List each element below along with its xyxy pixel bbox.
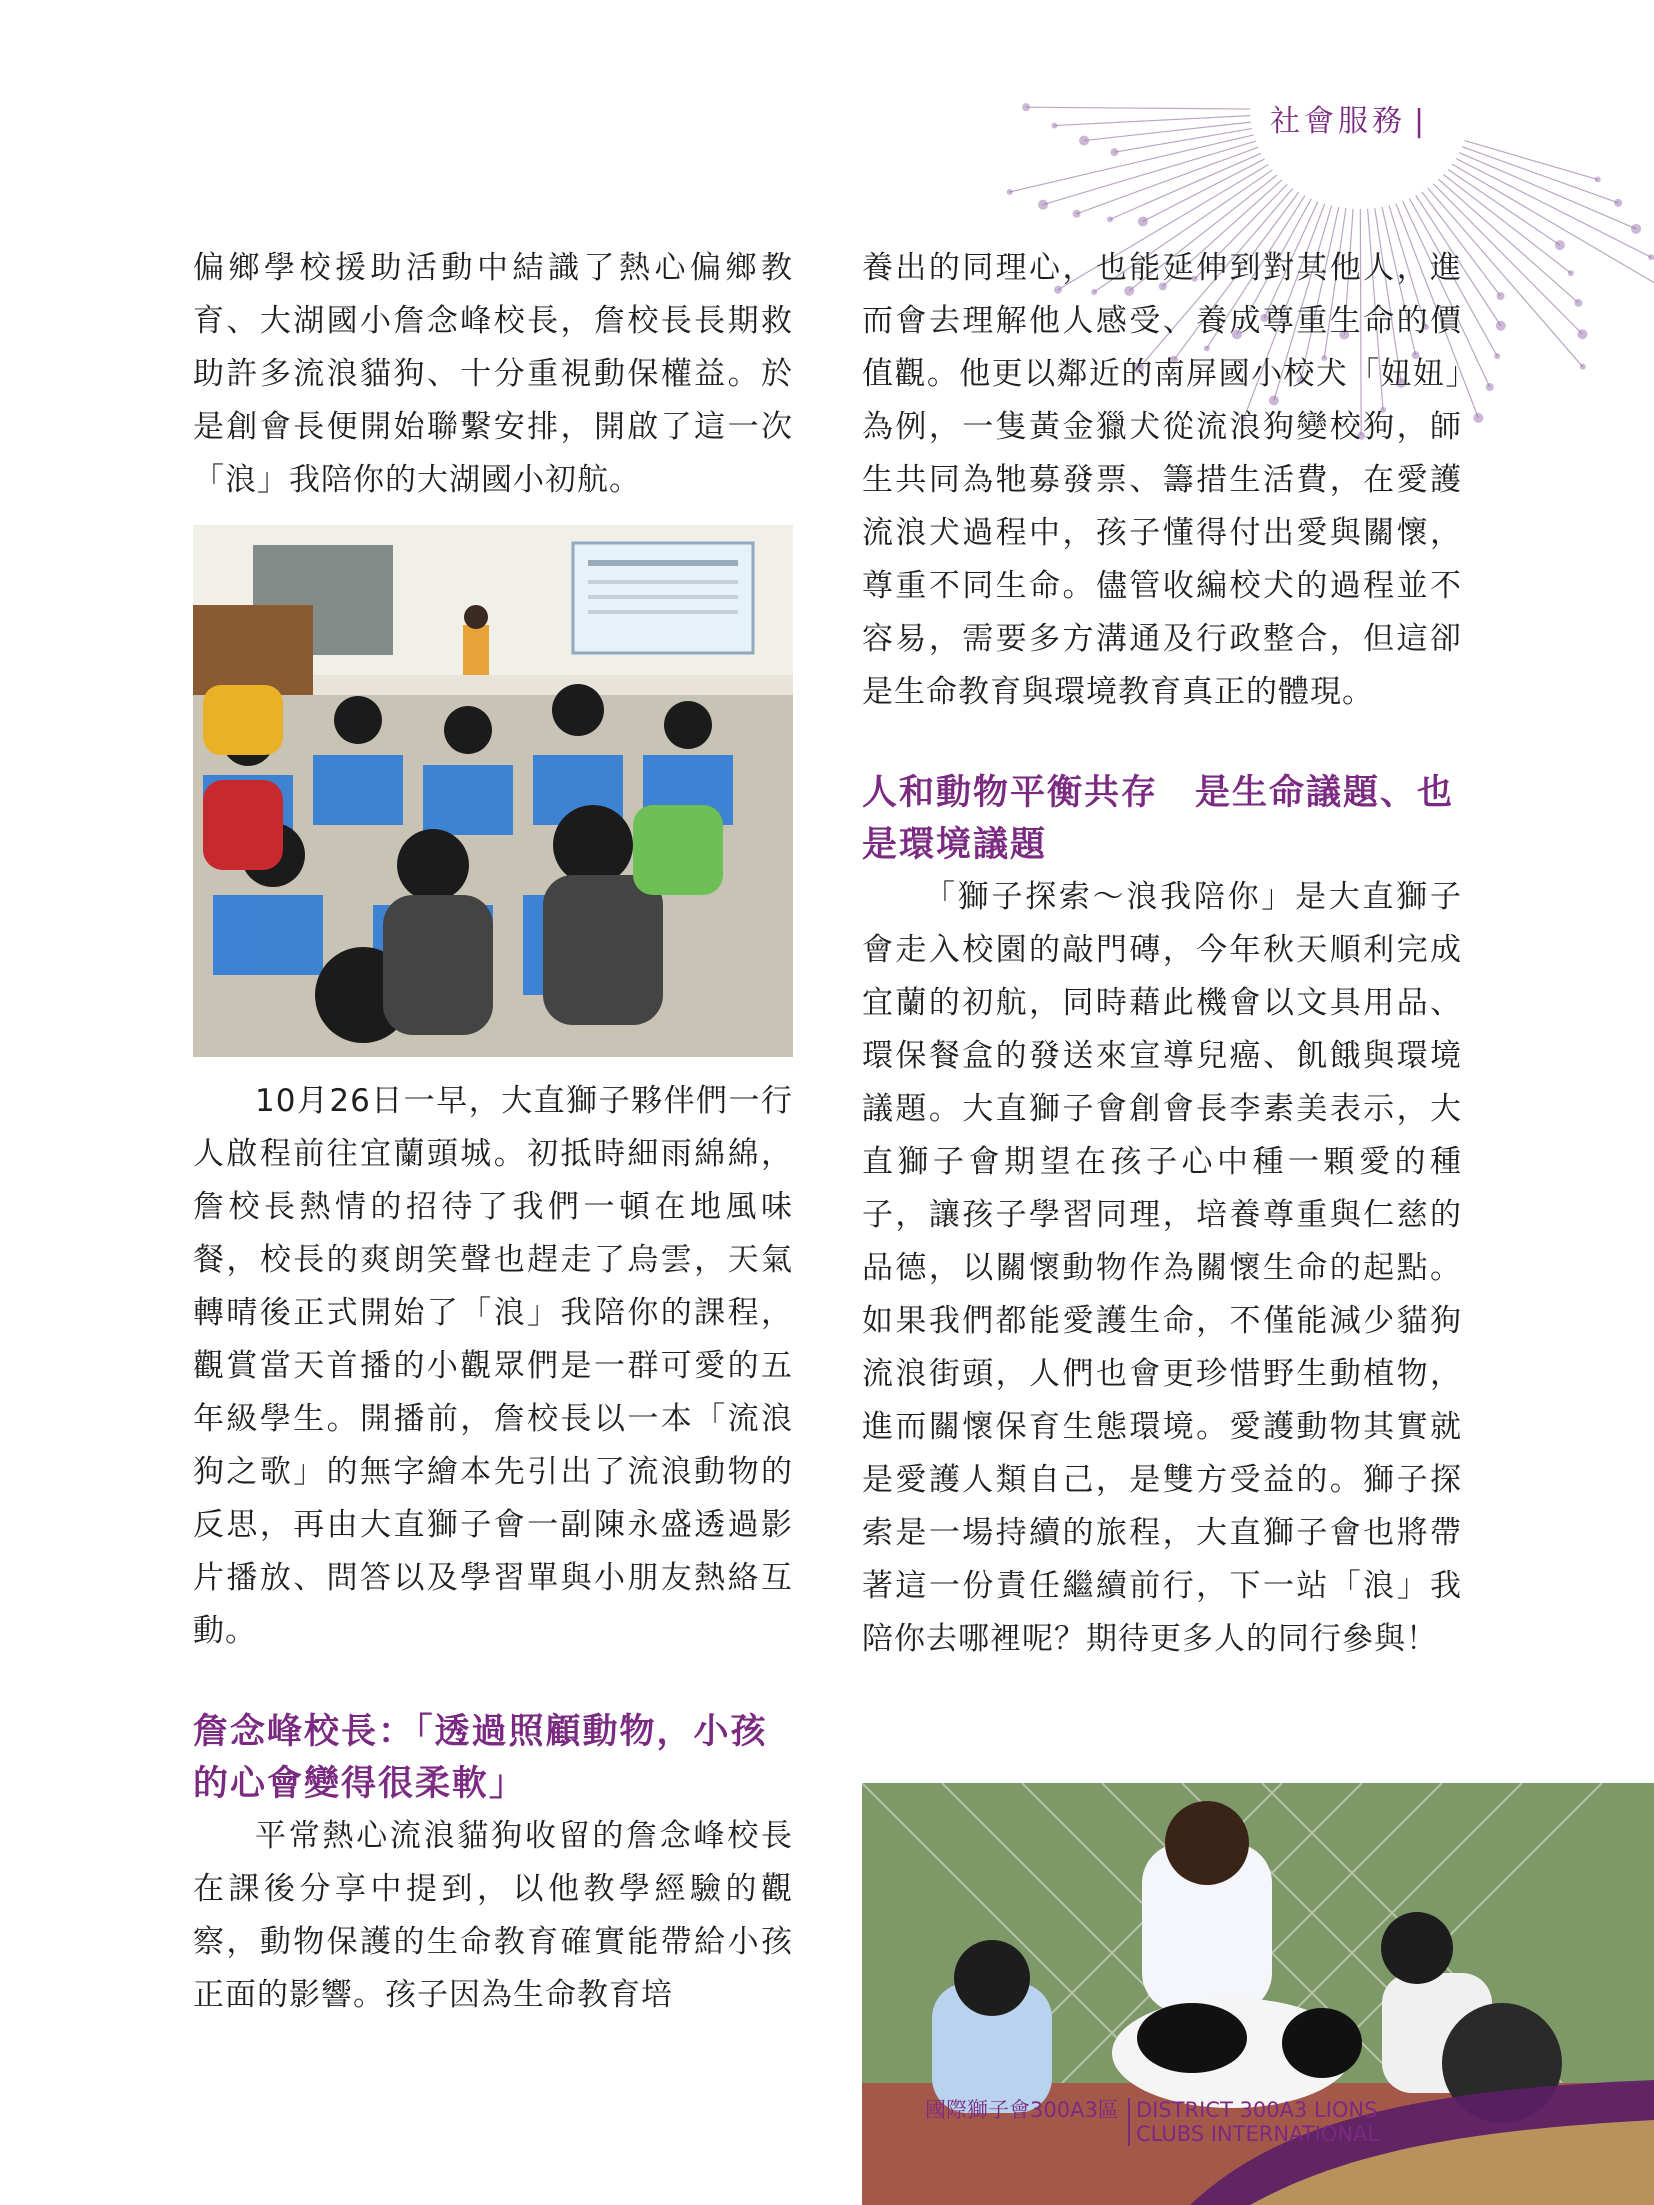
burst-ray bbox=[1026, 107, 1250, 109]
burst-dot bbox=[1577, 329, 1587, 339]
burst-dot bbox=[1497, 292, 1505, 300]
burst-dot bbox=[1631, 224, 1641, 234]
burst-dot bbox=[1110, 148, 1118, 156]
right-column bbox=[862, 242, 1462, 1666]
burst-dot bbox=[1555, 240, 1565, 250]
burst-dot bbox=[1007, 189, 1013, 195]
burst-ray bbox=[1054, 116, 1250, 126]
paragraph: 偏鄉學校援助活動中結識了熱心偏鄉教育、大湖國小詹念峰校長，詹校長長期救助許多流浪貓狗、十分重視動保權益。於是創會長便開始聯繫安排，開啟了這一次「浪」我陪你的大湖國小初航。 bbox=[193, 250, 793, 498]
paragraph: 「獅子探索～浪我陪你」是大直獅子會走入校園的敲門磚，今年秋天順利完成宜蘭的初航，同時藉此機會以文具用品、環保餐盒的發送來宣導兒癌、飢餓與環境議題。大直獅子會創會長李素美表示，大直獅子會期望在孩子心中種一顆愛的種子，讓孩子學習同理，培養尊重與仁慈的品德，以關懷動物作為關懷生命的起點。如果我們都能愛護生命，不僅能減少貓狗流浪街頭，人們也會更珍惜野生動植物，進而關懷保育生態環境。愛護動物其實就是愛護人類自己，是雙方受益的。獅子探索是一場持續的旅程，大直獅子會也將帶著這一份責任繼續前行，下一站「浪」我陪你去哪裡呢？期待更多人的同行參與！ bbox=[862, 879, 1462, 1657]
burst-dot bbox=[1574, 299, 1582, 307]
section-heading: 詹念峰校長：「透過照顧動物，小孩的心會變得很柔軟」 bbox=[193, 1712, 768, 1804]
burst-dot bbox=[1038, 200, 1048, 210]
left-column bbox=[193, 242, 793, 2022]
burst-dot bbox=[1051, 123, 1057, 129]
paragraph: 平常熱心流浪貓狗收留的詹念峰校長在課後分享中提到，以他教學經驗的觀察，動物保護的生命教育確實能帶給小孩正面的影響。孩子因為生命教育培 bbox=[193, 1818, 793, 2013]
burst-dot bbox=[1073, 210, 1081, 218]
burst-ray bbox=[1448, 169, 1560, 245]
burst-dot bbox=[1138, 216, 1148, 226]
burst-ray bbox=[1452, 164, 1654, 288]
burst-dot bbox=[1568, 270, 1574, 276]
paragraph: 10月26日一早，大直獅子夥伴們一行人啟程前往宜蘭頭城。初抵時細雨綿綿，詹校長熱情的招待了我們一頓在地風味餐，校長的爽朗笑聲也趕走了烏雲，天氣轉晴後正式開始了「浪」我陪你的課程，觀賞當天首播的小觀眾們是一群可愛的五年級學生。開播前，詹校長以一本「流浪狗之歌」的無字繪本先引出了流浪動物的反思，再由大直獅子會一副陳永盛透過影片播放、問答以及學習單與小朋友熱絡互動。 bbox=[193, 1083, 793, 1649]
burst-ray bbox=[1456, 159, 1651, 258]
burst-ray bbox=[1043, 141, 1256, 205]
section-heading: 人和動物平衡共存 是生命議題、也是環境議題 bbox=[862, 773, 1455, 865]
burst-dot bbox=[1022, 103, 1030, 111]
footer-org-chinese: 國際獅子會300A3區 bbox=[925, 2098, 1119, 2122]
burst-ray bbox=[1084, 122, 1251, 140]
burst-dot bbox=[1614, 199, 1622, 207]
burst-dot bbox=[1107, 216, 1113, 222]
burst-ray bbox=[1459, 153, 1636, 229]
classroom-photo bbox=[193, 525, 793, 1057]
section-label: 社會服務 | bbox=[1270, 104, 1429, 139]
burst-dot bbox=[1473, 413, 1483, 423]
burst-dot bbox=[1486, 383, 1494, 391]
burst-dot bbox=[1496, 321, 1506, 331]
burst-dot bbox=[1580, 364, 1586, 370]
paragraph: 養出的同理心，也能延伸到對其他人，進而會去理解他人感受、養成尊重生命的價值觀。他更以鄰近的南屏國小校犬「妞妞」為例，一隻黃金獵犬從流浪狗變校狗，師生共同為牠募發票、籌措生活費，在愛護流浪犬過程中，孩子懂得付出愛與關懷，尊重不同生命。儘管收編校犬的過程並不容易，需要多方溝通及行政整合，但這卻是生命教育與環境教育真正的體現。 bbox=[862, 250, 1462, 710]
burst-dot bbox=[1079, 136, 1089, 146]
footer-org-english: DISTRICT 300A3 LIONS CLUBS INTERNATIONAL bbox=[1128, 2098, 1426, 2146]
burst-dot bbox=[1494, 353, 1500, 359]
burst-ray bbox=[1077, 147, 1259, 213]
burst-dot bbox=[1648, 254, 1654, 260]
burst-dot bbox=[1595, 177, 1601, 183]
